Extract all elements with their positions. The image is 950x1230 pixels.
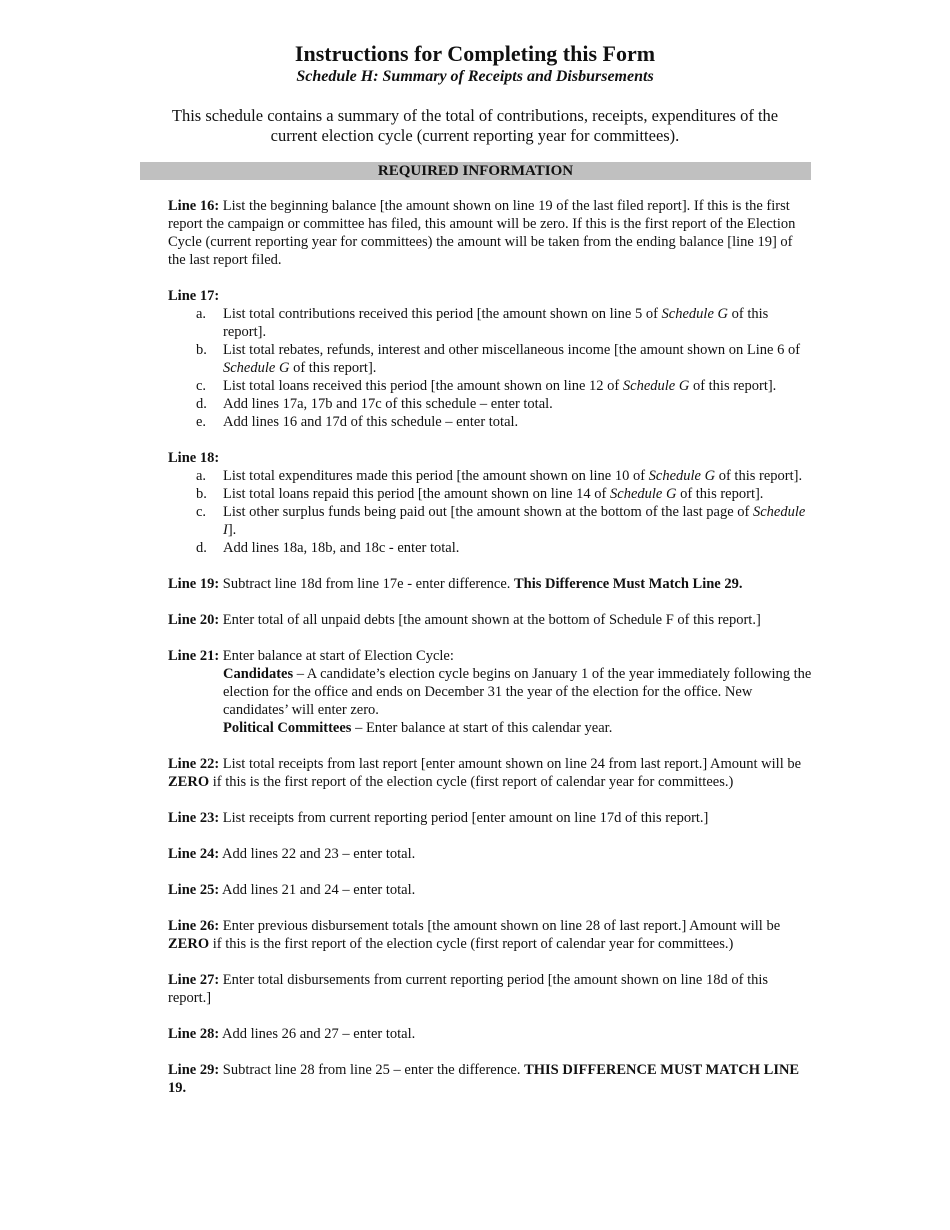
schedule-reference: Schedule G <box>648 468 716 484</box>
line-22-text: List total receipts from last report [enter amount shown on line 24 from last report.] Amount will be <box>219 756 802 772</box>
list-marker: d. <box>196 396 207 412</box>
line-27-instruction <box>168 971 813 1007</box>
line-29-emphasis: THIS DIFFERENCE MUST MATCH LINE 19. <box>168 1062 800 1096</box>
item-text: List total expenditures made this period [the amount shown on line 10 of <box>223 468 649 484</box>
required-information-banner: REQUIRED INFORMATION <box>140 162 811 180</box>
line-26-instruction <box>168 917 813 953</box>
line-20-label: Line 20: <box>168 612 220 628</box>
line-26-label: Line 26: <box>168 918 220 934</box>
line-28-label: Line 28: <box>168 1026 220 1042</box>
item-text: List other surplus funds being paid out [the amount shown at the bottom of the last page of <box>223 504 753 520</box>
line-22-emphasis: ZERO <box>168 774 210 790</box>
line-24-text: Add lines 22 and 23 – enter total. <box>219 846 416 862</box>
line-20-text: Enter total of all unpaid debts [the amount shown at the bottom of Schedule F of this report.] <box>219 612 761 628</box>
instructions-body <box>168 197 813 1115</box>
item-text-end: of this report]. <box>689 378 777 394</box>
line-18-list <box>168 467 813 557</box>
list-marker: a. <box>196 468 207 484</box>
line-26-emphasis: ZERO <box>168 936 210 952</box>
line-29-instruction <box>168 1061 813 1097</box>
line-17b-item <box>168 341 813 377</box>
candidates-label: Candidates <box>223 666 294 682</box>
item-text: List total contributions received this period [the amount shown on line 5 of <box>223 306 662 322</box>
line-28-instruction <box>168 1025 813 1043</box>
line-21-instruction <box>168 647 813 737</box>
item-text: List total rebates, refunds, interest and other miscellaneous income [the amount shown on Line 6 of <box>223 342 801 358</box>
item-text: Add lines 17a, 17b and 17c of this schedule – enter total. <box>223 396 553 412</box>
item-text-end: of this report]. <box>289 360 377 376</box>
line-18b-item <box>168 485 813 503</box>
line-16-label: Line 16: <box>168 198 220 214</box>
line-19-label: Line 19: <box>168 576 220 592</box>
schedule-reference: Schedule I <box>223 504 806 538</box>
line-29-text: Subtract line 28 from line 25 – enter the difference. <box>219 1062 525 1078</box>
line-18-instruction <box>168 449 813 557</box>
page-title: Instructions for Completing this Form <box>294 41 656 66</box>
line-23-text: List receipts from current reporting period [enter amount on line 17d of this report.] <box>219 810 709 826</box>
schedule-reference: Schedule G <box>610 486 677 502</box>
line-17e-item <box>168 413 813 431</box>
item-text: Add lines 18a, 18b, and 18c - enter total. <box>223 540 460 556</box>
line-22-instruction <box>168 755 813 791</box>
line-17-instruction <box>168 287 813 431</box>
candidates-text: – A candidate’s election cycle begins on January 1 of the year immediately following the election for the office and ends on December 31 the year of the election for the office. New candidates’ will enter zero. <box>223 666 812 718</box>
line-16-instruction <box>168 197 813 269</box>
line-24-label: Line 24: <box>168 846 220 862</box>
list-marker: e. <box>196 414 207 430</box>
line-18a-item <box>168 467 813 485</box>
list-marker: d. <box>196 540 207 556</box>
line-22-label: Line 22: <box>168 756 220 772</box>
line-26-text-end: if this is the first report of the election cycle (first report of calendar year for committees.) <box>209 936 734 952</box>
item-text-end: of this report]. <box>715 468 803 484</box>
line-21-committees <box>168 719 813 737</box>
committees-label: Political Committees <box>223 720 352 736</box>
line-17a-item <box>168 305 813 341</box>
line-20-instruction <box>168 611 813 629</box>
item-text: List total loans received this period [the amount shown on line 12 of <box>223 378 623 394</box>
schedule-reference: Schedule G <box>661 306 728 322</box>
line-16-text: List the beginning balance [the amount shown on line 19 of the last filed report]. If this is the first report the campaign or committee has filed, this amount will be zero. If this is the first report of the Election Cycle (current reporting year for committees) the amount will be taken from the ending balance [line 19] of the last report filed. <box>168 198 796 268</box>
line-21-label: Line 21: <box>168 648 220 664</box>
item-text-end: of this report]. <box>223 306 769 340</box>
list-marker: c. <box>196 504 207 520</box>
line-19-emphasis: This Difference Must Match Line 29. <box>514 576 743 592</box>
line-25-text: Add lines 21 and 24 – enter total. <box>219 882 416 898</box>
item-text: List total loans repaid this period [the amount shown on line 14 of <box>223 486 611 502</box>
line-23-instruction <box>168 809 813 827</box>
line-17-label: Line 17: <box>168 288 220 304</box>
item-text: Add lines 16 and 17d of this schedule – enter total. <box>223 414 519 430</box>
schedule-reference: Schedule G <box>223 360 290 376</box>
list-marker: a. <box>196 306 207 322</box>
line-27-label: Line 27: <box>168 972 220 988</box>
line-26-text: Enter previous disbursement totals [the amount shown on line 28 of last report.] Amount will be <box>219 918 781 934</box>
line-19-text: Subtract line 18d from line 17e - enter difference. <box>219 576 515 592</box>
line-21-candidates <box>168 665 813 719</box>
line-17-list <box>168 305 813 431</box>
page-subtitle: Schedule H: Summary of Receipts and Disbursements <box>296 68 654 85</box>
line-18d-item <box>168 539 813 557</box>
line-29-label: Line 29: <box>168 1062 220 1078</box>
line-25-instruction <box>168 881 813 899</box>
list-marker: b. <box>196 486 207 502</box>
line-24-instruction <box>168 845 813 863</box>
line-18c-item <box>168 503 813 539</box>
line-19-instruction <box>168 575 813 593</box>
committees-text: – Enter balance at start of this calendar year. <box>351 720 613 736</box>
item-text-end: of this report]. <box>676 486 764 502</box>
line-27-text: Enter total disbursements from current reporting period [the amount shown on line 18d of this report.] <box>168 972 769 1006</box>
line-23-label: Line 23: <box>168 810 220 826</box>
line-28-text: Add lines 26 and 27 – enter total. <box>219 1026 416 1042</box>
list-marker: b. <box>196 342 207 358</box>
line-21-text: Enter balance at start of Election Cycle: <box>219 648 454 664</box>
intro-paragraph: This schedule contains a summary of the total of contributions, receipts, expenditures of the current election cycle (current reporting year for committees). <box>171 106 779 145</box>
line-25-label: Line 25: <box>168 882 220 898</box>
line-22-text-end: if this is the first report of the election cycle (first report of calendar year for committees.) <box>209 774 734 790</box>
schedule-reference: Schedule G <box>622 378 690 394</box>
list-marker: c. <box>196 378 207 394</box>
line-18-label: Line 18: <box>168 450 220 466</box>
line-17c-item <box>168 377 813 395</box>
line-17d-item <box>168 395 813 413</box>
item-text-end: ]. <box>227 522 237 538</box>
